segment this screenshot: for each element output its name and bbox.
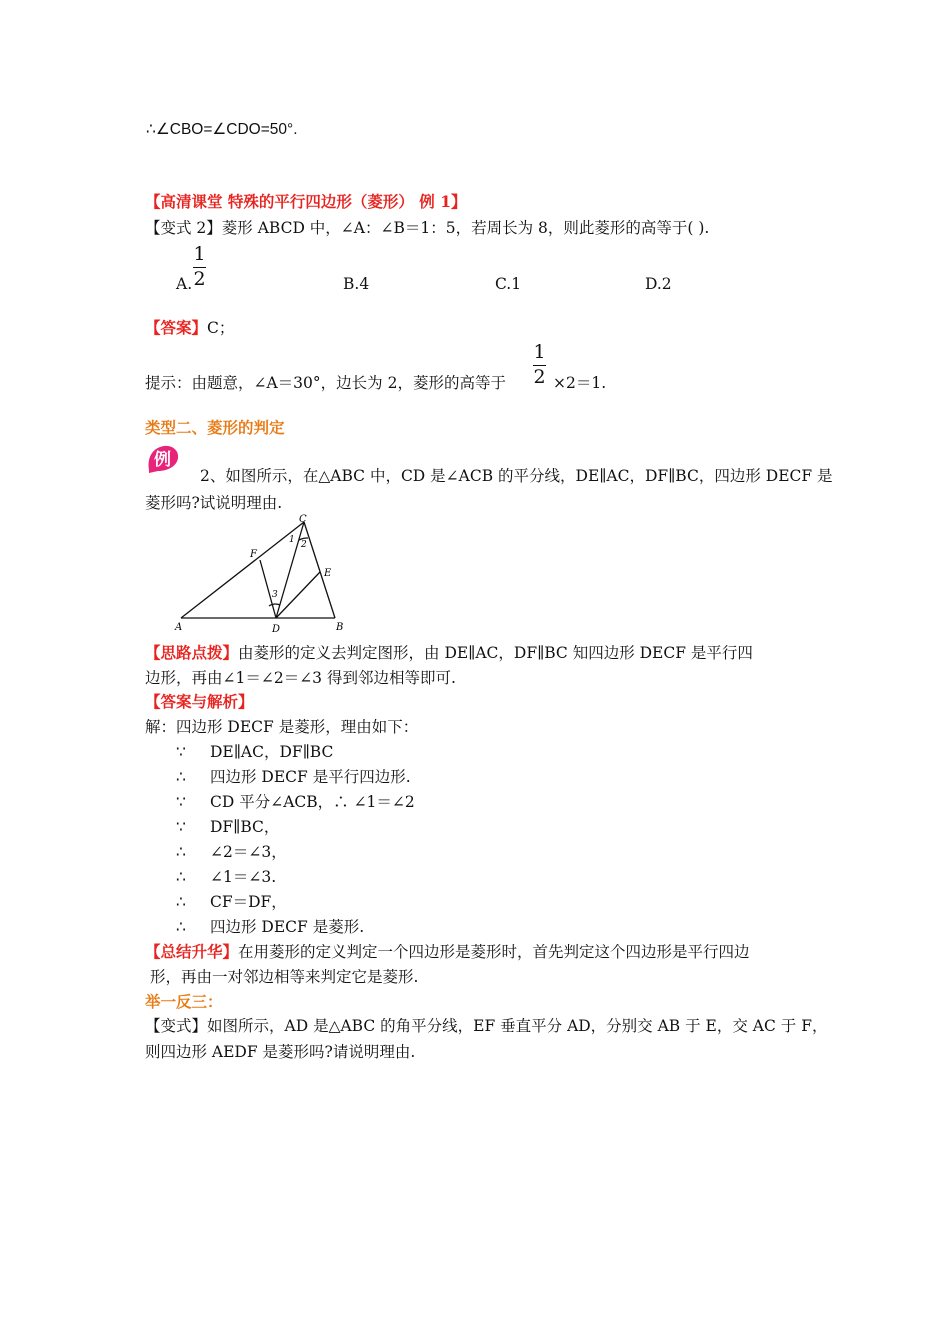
option-a-numerator: 1 (193, 243, 206, 265)
triangle-figure (170, 512, 360, 637)
summary-text: 在用菱形的定义判定一个四边形是菱形时，首先判定这个四边形是平行四边 (238, 943, 750, 961)
angle-2-label: 2 (301, 540, 307, 550)
example-badge-icon (146, 444, 180, 474)
thinking-line1 (145, 643, 753, 663)
step-1: ∵ DE∥AC，DF∥BC (176, 743, 334, 761)
answer-tag: 【答案】 (145, 318, 208, 337)
variant2-tag: 【变式 2】 (145, 219, 222, 237)
variant-line2: 则四边形 AEDF 是菱形吗?请说明理由. (145, 1043, 416, 1061)
example2-line1: 2、如图所示，在△ABC 中，CD 是∠ACB 的平分线，DE∥AC，DF∥BC，四边形 DECF 是 (200, 467, 833, 485)
section-heading: 【高清课堂 特殊的平行四边形（菱形） 例 1】 (145, 192, 467, 211)
variant2-question (145, 218, 709, 238)
label-d: D (272, 624, 281, 635)
hint-denominator: 2 (533, 366, 546, 388)
summary-line2: 形，再由一对邻边相等来判定它是菱形. (150, 968, 419, 986)
practice-heading: 举一反三： (145, 992, 223, 1011)
thinking-line2: 边形，再由∠1＝∠2＝∠3 得到邻边相等即可. (145, 669, 456, 687)
option-c: C.1 (495, 275, 522, 293)
analysis-heading: 【答案与解析】 (145, 692, 254, 711)
example2-line2: 菱形吗?试说明理由. (145, 494, 283, 512)
top-conclusion: ∴∠CBO=∠CDO=50°. (146, 121, 298, 138)
badge-text: 例 (154, 450, 171, 470)
step-8: ∴ 四边形 DECF 是菱形. (176, 918, 365, 936)
label-a: A (175, 622, 183, 633)
hint-post: ×2＝1. (553, 374, 607, 392)
option-d: D.2 (645, 275, 672, 293)
hint-pre: 提示：由题意，∠A＝30°，边长为 2，菱形的高等于 (145, 374, 506, 392)
label-b: B (336, 622, 344, 633)
step-2: ∴ 四边形 DECF 是平行四边形. (176, 768, 411, 786)
hint-numerator: 1 (533, 341, 546, 363)
step-6: ∴ ∠1＝∠3. (176, 868, 277, 886)
label-e: E (324, 568, 332, 579)
summary-tag: 【总结升华】 (145, 942, 239, 961)
hint-fraction (533, 341, 546, 388)
variant-line1 (145, 1016, 827, 1036)
variant2-text: 菱形 ABCD 中，∠A：∠B＝1：5，若周长为 8，则此菱形的高等于( ). (221, 219, 710, 237)
summary-line1 (145, 942, 750, 962)
thinking-text: 由菱形的定义去判定图形，由 DE∥AC，DF∥BC 知四边形 DECF 是平行四 (238, 644, 753, 662)
angle-3-label: 3 (272, 590, 278, 600)
option-a-label: A. (176, 275, 193, 293)
option-a-denominator: 2 (193, 268, 206, 290)
step-7: ∴ CF＝DF， (176, 893, 287, 911)
answer-line (145, 318, 234, 338)
variant-tag: 【变式】 (145, 1017, 208, 1035)
label-c: C (299, 514, 307, 525)
label-f: F (250, 549, 257, 560)
step-5: ∴ ∠2＝∠3， (176, 843, 287, 861)
option-a-fraction (193, 243, 206, 290)
type2-heading: 类型二、菱形的判定 (145, 418, 285, 437)
option-b: B.4 (343, 275, 370, 293)
step-3: ∵ CD 平分∠ACB，∴ ∠1＝∠2 (176, 793, 415, 811)
step-4: ∵ DF∥BC， (176, 818, 280, 836)
solution-intro: 解：四边形 DECF 是菱形，理由如下： (145, 718, 419, 736)
thinking-tag: 【思路点拨】 (145, 643, 239, 662)
answer-text: C； (207, 319, 235, 337)
variant-text: 如图所示，AD 是△ABC 的角平分线，EF 垂直平分 AD，分别交 AB 于 E，交 AC 于 F， (207, 1017, 828, 1035)
angle-1-label: 1 (289, 535, 295, 545)
